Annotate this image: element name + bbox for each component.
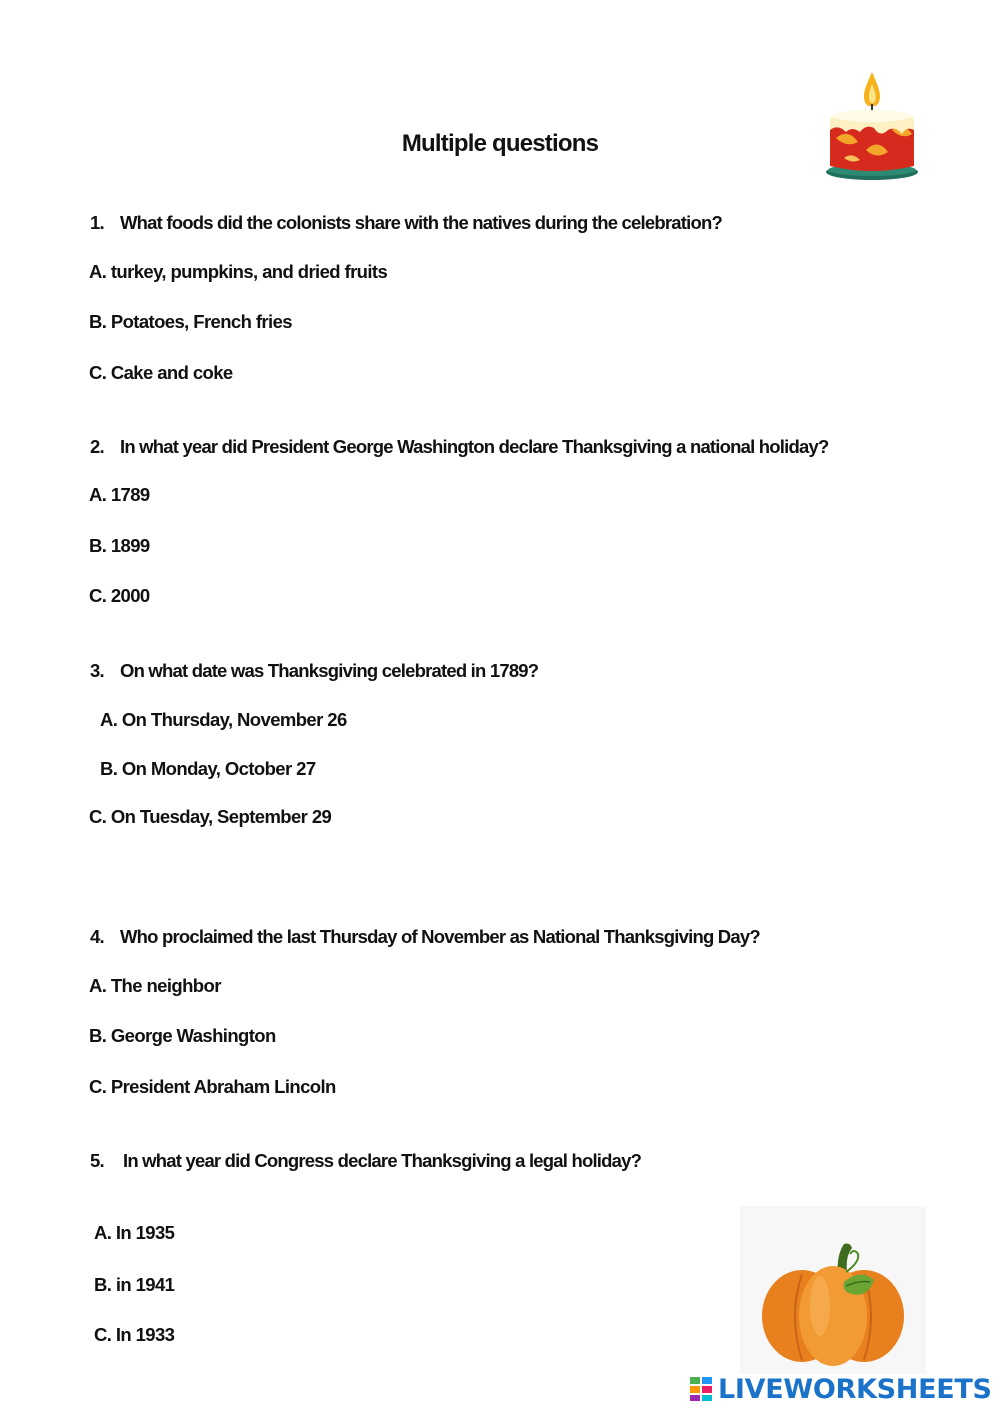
- option-3c[interactable]: C. On Tuesday, September 29: [89, 806, 332, 827]
- question-text: On what date was Thanksgiving celebrated in 1789?: [120, 660, 539, 681]
- question-number: 3.: [90, 660, 104, 681]
- pumpkin-icon: [740, 1206, 926, 1374]
- option-1b[interactable]: B. Potatoes, French fries: [89, 311, 292, 332]
- option-3b[interactable]: B. On Monday, October 27: [100, 758, 316, 779]
- option-5b[interactable]: B. in 1941: [94, 1274, 175, 1295]
- question-number: 1.: [90, 212, 104, 233]
- option-3a[interactable]: A. On Thursday, November 26: [100, 709, 347, 730]
- question-number: 2.: [90, 436, 104, 457]
- brand-icon: [690, 1377, 712, 1401]
- option-2b[interactable]: B. 1899: [89, 535, 150, 556]
- question-text: In what year did Congress declare Thanksgiving a legal holiday?: [123, 1150, 642, 1171]
- option-4c[interactable]: C. President Abraham Lincoln: [89, 1076, 336, 1097]
- question-text: Who proclaimed the last Thursday of November as National Thanksgiving Day?: [120, 926, 760, 947]
- question-4: [90, 926, 760, 948]
- option-1c[interactable]: C. Cake and coke: [89, 362, 233, 383]
- question-number: 5.: [90, 1150, 104, 1171]
- page-title: Multiple questions: [401, 130, 599, 157]
- question-5: [90, 1150, 641, 1172]
- question-text: What foods did the colonists share with the natives during the celebration?: [120, 212, 722, 233]
- question-text: In what year did President George Washington declare Thanksgiving a national holiday?: [120, 436, 829, 457]
- option-5a[interactable]: A. In 1935: [94, 1222, 175, 1243]
- brand-name: LIVEWORKSHEETS: [718, 1373, 992, 1405]
- option-4a[interactable]: A. The neighbor: [89, 975, 221, 996]
- option-2c[interactable]: C. 2000: [89, 585, 150, 606]
- option-1a[interactable]: A. turkey, pumpkins, and dried fruits: [89, 261, 388, 282]
- question-1: [90, 212, 722, 234]
- liveworksheets-logo: [690, 1372, 992, 1406]
- option-5c[interactable]: C. In 1933: [94, 1324, 175, 1345]
- question-2: [90, 436, 828, 458]
- option-4b[interactable]: B. George Washington: [89, 1025, 276, 1046]
- option-2a[interactable]: A. 1789: [89, 484, 150, 505]
- question-3: [90, 660, 538, 682]
- question-number: 4.: [90, 926, 104, 947]
- candle-icon: [822, 68, 922, 186]
